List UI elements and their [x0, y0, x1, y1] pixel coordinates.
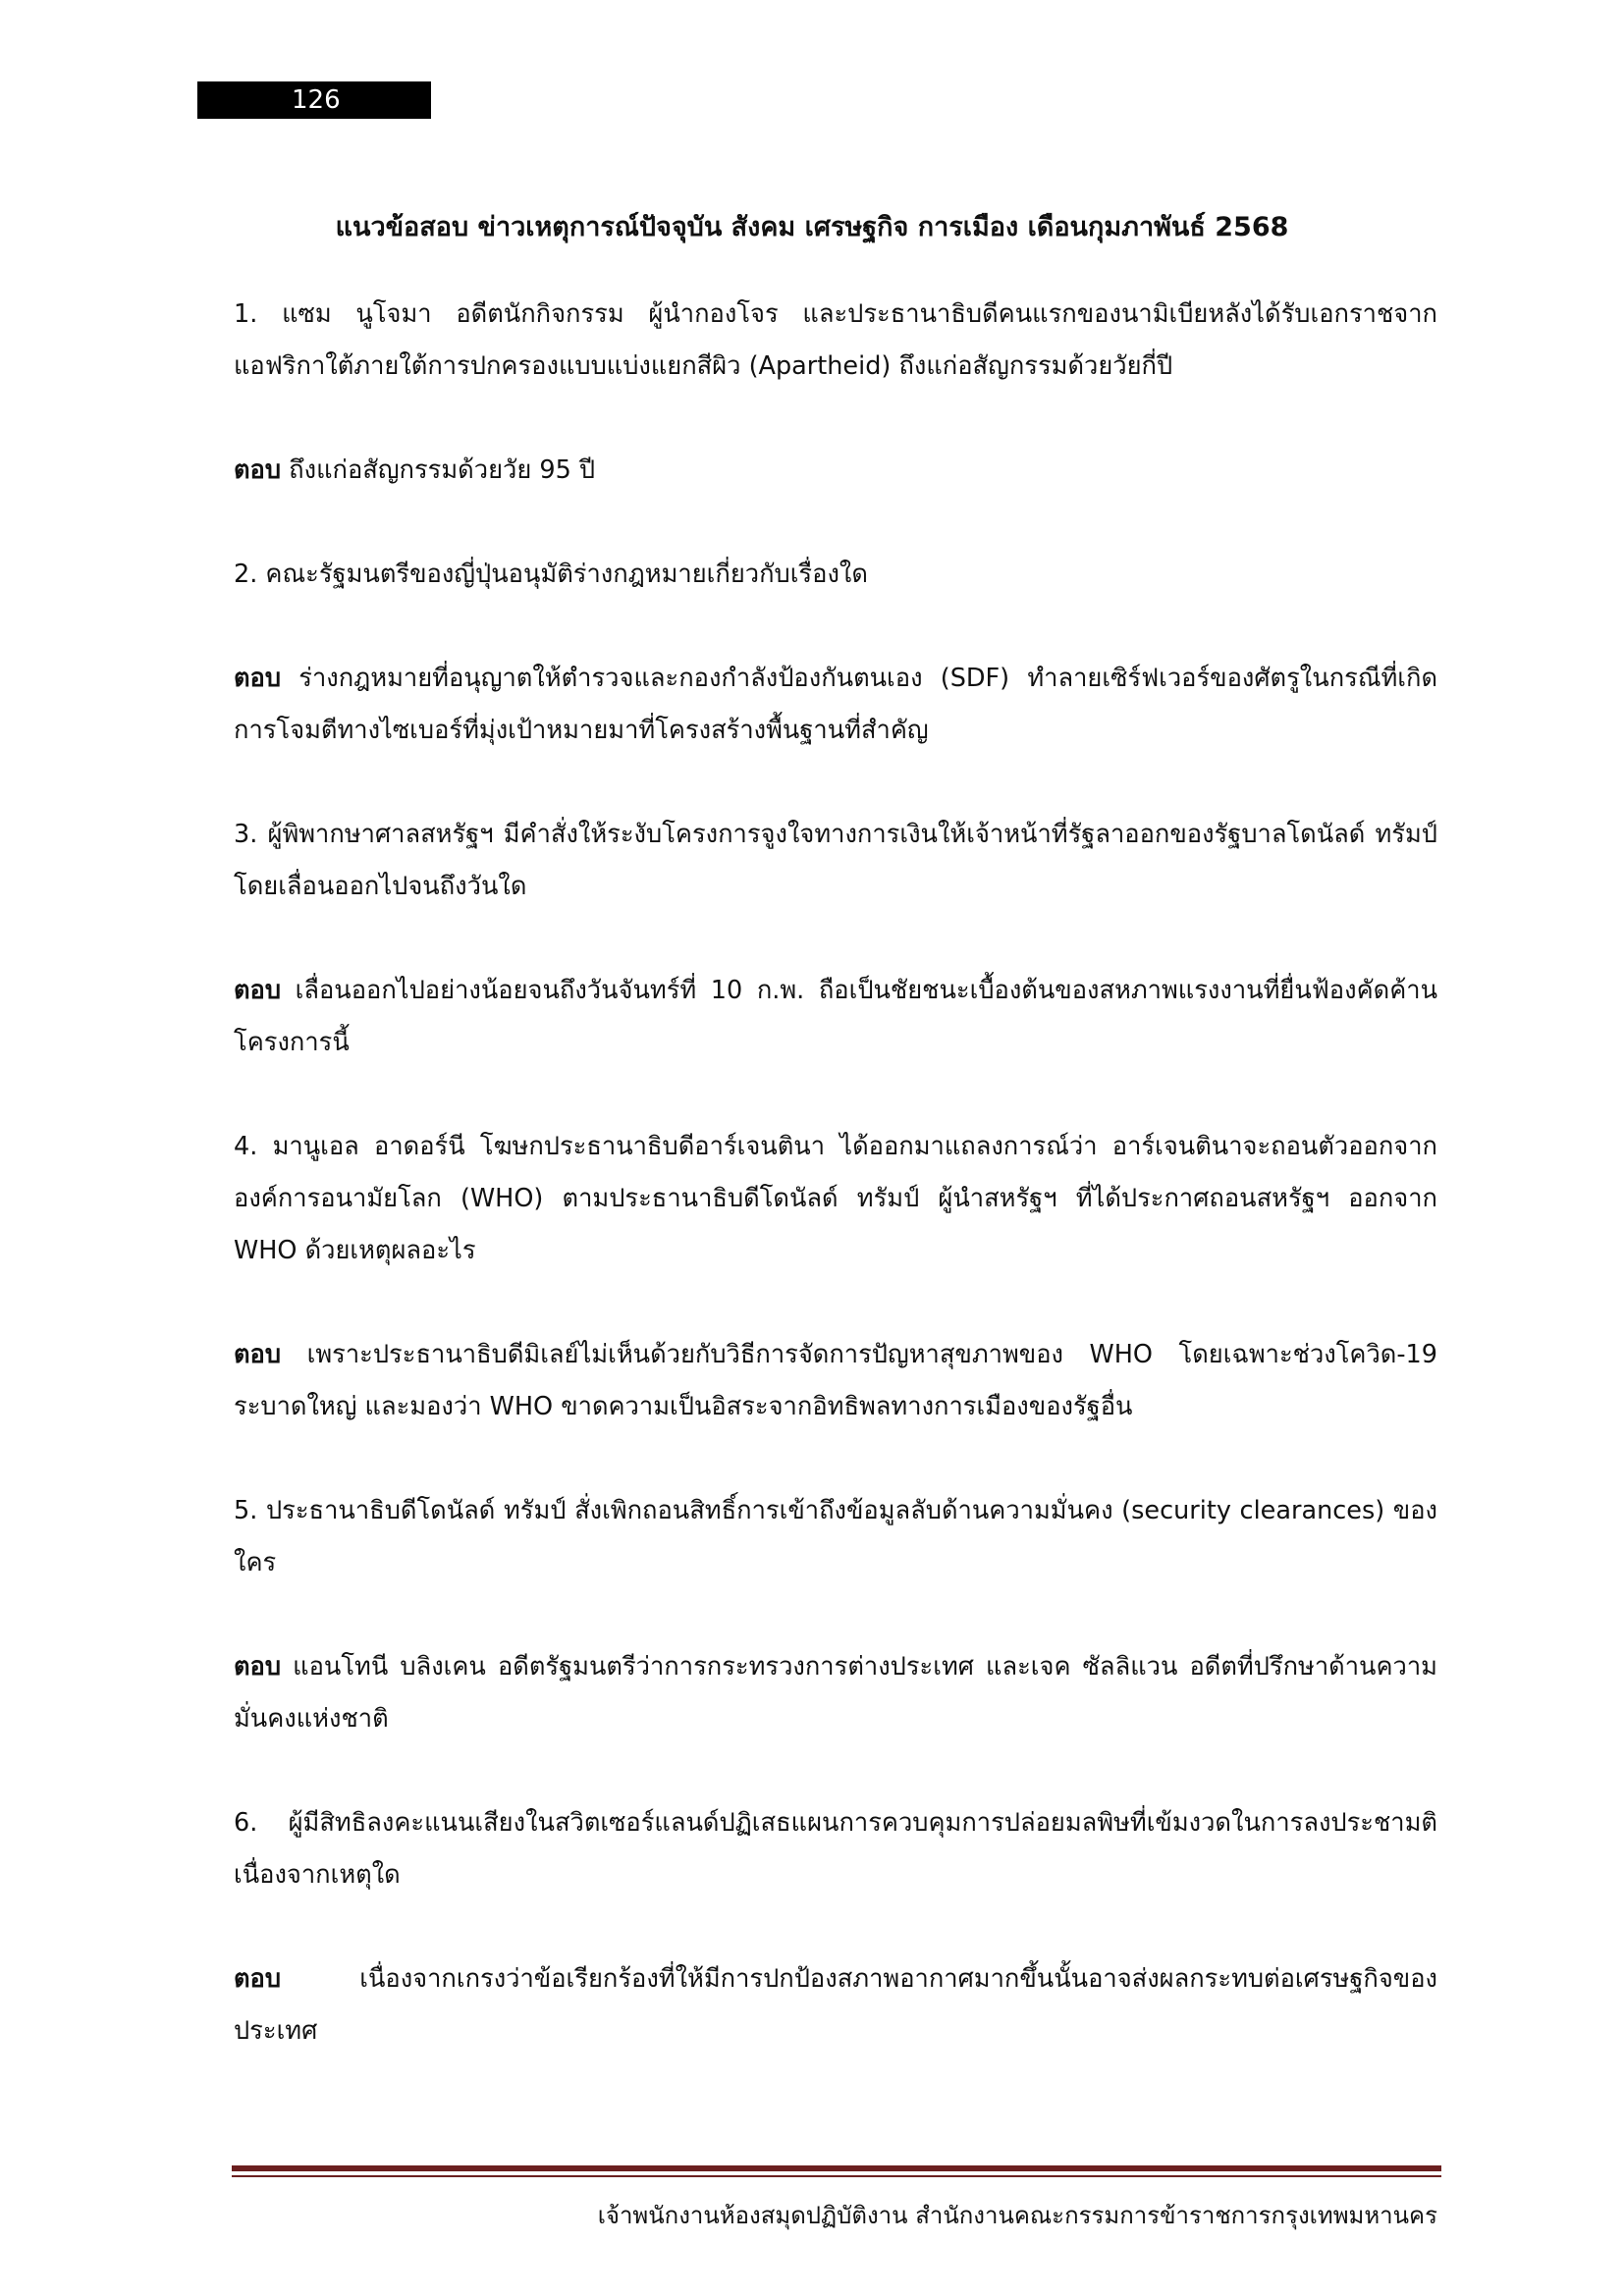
page-number: 126 [292, 85, 341, 115]
answer-text: เนื่องจากเกรงว่าข้อเรียกร้องที่ให้มีการปกป้องสภาพอากาศมากขึ้นนั้นอาจส่งผลกระทบต่อเศรษฐกิจของประเทศ [234, 1964, 1437, 2046]
answer-text: ถึงแก่อสัญกรรมด้วยวัย 95 ปี [289, 455, 596, 485]
question-4: 4. มานูเอล อาดอร์นี โฆษกประธานาธิบดีอาร์เจนตินา ได้ออกมาแถลงการณ์ว่า อาร์เจนตินาจะถอนตัวออกจากองค์การอนามัยโลก (WHO) ตามประธานาธิบดีโดนัลด์ ทรัมป์ ผู้นำสหรัฐฯ ที่ได้ประกาศถอนสหรัฐฯ ออกจาก WHO ด้วยเหตุผลอะไร [234, 1132, 1437, 1265]
answer-label: ตอบ [234, 1964, 282, 1994]
page-title: แนวข้อสอบ ข่าวเหตุการณ์ปัจจุบัน สังคม เศรษฐกิจ การเมือง เดือนกุมภาพันธ์ 2568 [335, 212, 1289, 242]
answer-text: เพราะประธานาธิบดีมิเลย์ไม่เห็นด้วยกับวิธีการจัดการปัญหาสุขภาพของ WHO โดยเฉพาะช่วงโควิด-19 ระบาดใหญ่ และมองว่า WHO ขาดความเป็นอิสระจากอิทธิพลทางการเมืองของรัฐอื่น [234, 1340, 1438, 1421]
page-number-bar [197, 81, 431, 119]
answer-label: ตอบ [234, 664, 282, 693]
answer-3 [234, 965, 1437, 1069]
answer-4 [234, 1329, 1437, 1433]
question-6: 6. ผู้มีสิทธิลงคะแนนเสียงในสวิตเซอร์แลนด์ปฏิเสธแผนการควบคุมการปล่อยมลพิษที่เข้มงวดในการลงประชามติ เนื่องจากเหตุใด [234, 1808, 1437, 1890]
document-body [234, 289, 1437, 2109]
answer-text: แอนโทนี บลิงเคน อดีตรัฐมนตรีว่าการกระทรวงการต่างประเทศ และเจค ซัลลิแวน อดีตที่ปรึกษาด้านความมั่นคงแห่งชาติ [234, 1652, 1437, 1734]
answer-text: ร่างกฎหมายที่อนุญาตให้ตำรวจและกองกำลังป้องกันตนเอง (SDF) ทำลายเซิร์ฟเวอร์ของศัตรูในกรณีที่เกิดการโจมตีทางไซเบอร์ที่มุ่งเป้าหมายมาที่โครงสร้างพื้นฐานที่สำคัญ [234, 664, 1438, 745]
answer-1 [234, 445, 1437, 497]
answer-label: ตอบ [234, 1652, 282, 1682]
question-3: 3. ผู้พิพากษาศาลสหรัฐฯ มีคำสั่งให้ระงับโครงการจูงใจทางการเงินให้เจ้าหน้าที่รัฐลาออกของรัฐบาลโดนัลด์ ทรัมป์ โดยเลื่อนออกไปจนถึงวันใด [234, 820, 1437, 901]
question-5: 5. ประธานาธิบดีโดนัลด์ ทรัมป์ สั่งเพิกถอนสิทธิ์การเข้าถึงข้อมูลลับด้านความมั่นคง (security clearances) ของใคร [234, 1496, 1437, 1577]
footer-rule-thick [232, 2165, 1441, 2171]
footer-text: เจ้าพนักงานห้องสมุดปฏิบัติงาน สำนักงานคณะกรรมการข้าราชการกรุงเทพมหานคร [597, 2202, 1437, 2229]
answer-5 [234, 1641, 1437, 1745]
answer-6 [234, 1953, 1437, 2057]
footer-rule-thin [232, 2175, 1441, 2177]
answer-label: ตอบ [234, 1340, 282, 1369]
answer-label: ตอบ [234, 976, 282, 1005]
answer-label: ตอบ [234, 455, 282, 485]
answer-2 [234, 653, 1437, 757]
question-2: 2. คณะรัฐมนตรีของญี่ปุ่นอนุมัติร่างกฎหมายเกี่ยวกับเรื่องใด [234, 560, 868, 589]
answer-text: เลื่อนออกไปอย่างน้อยจนถึงวันจันทร์ที่ 10 ก.พ. ถือเป็นชัยชนะเบื้องต้นของสหภาพแรงงานที่ยื่นฟ้องคัดค้านโครงการนี้ [234, 976, 1437, 1057]
question-1: 1. แซม นูโจมา อดีตนักกิจกรรม ผู้นำกองโจร และประธานาธิบดีคนแรกของนามิเบียหลังได้รับเอกราชจากแอฟริกาใต้ภายใต้การปกครองแบบแบ่งแยกสีผิว (Apartheid) ถึงแก่อสัญกรรมด้วยวัยกี่ปี [234, 299, 1437, 381]
